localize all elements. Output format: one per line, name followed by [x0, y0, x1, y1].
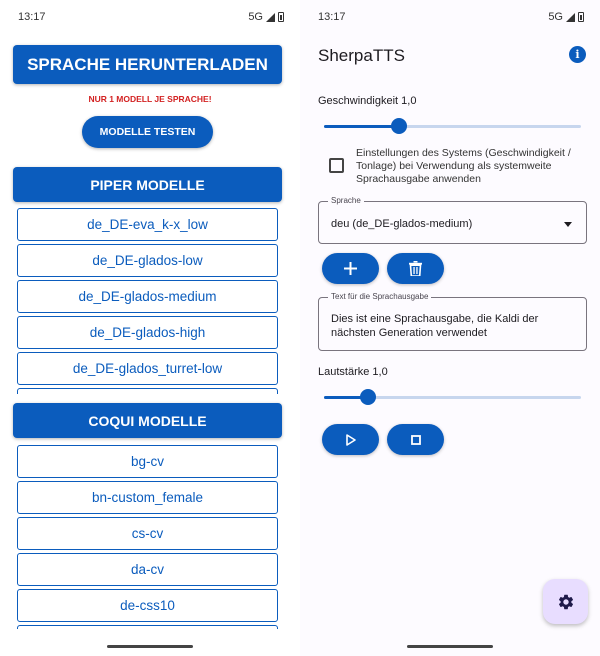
- volume-slider[interactable]: [324, 388, 581, 406]
- list-item[interactable]: cs-cv: [17, 517, 278, 550]
- tts-text-field[interactable]: [318, 292, 587, 351]
- gear-icon: [557, 593, 575, 611]
- list-item[interactable]: da-cv: [17, 553, 278, 586]
- battery-icon: [278, 12, 284, 22]
- list-item[interactable]: bg-cv: [17, 445, 278, 478]
- app-title: SherpaTTS: [318, 46, 405, 65]
- stop-button[interactable]: [387, 424, 444, 455]
- slider-thumb[interactable]: [360, 389, 376, 405]
- language-label: Sprache: [328, 196, 364, 205]
- list-item[interactable]: de_DE-glados-medium: [17, 280, 278, 313]
- language-dropdown[interactable]: [318, 196, 587, 244]
- play-button[interactable]: [322, 424, 379, 455]
- piper-models-list[interactable]: [17, 208, 278, 394]
- status-icons: [548, 11, 584, 23]
- battery-icon: [578, 12, 584, 22]
- add-button[interactable]: [322, 253, 379, 284]
- list-item[interactable]: de_DE-glados-low: [17, 244, 278, 277]
- system-settings-label: Einstellungen des Systems (Geschwindigkeit / Tonlage) bei Verwendung als systemweite Sprachausgabe anwenden: [356, 147, 571, 185]
- volume-label: Lautstärke 1,0: [318, 366, 388, 378]
- status-bar: [300, 0, 600, 34]
- signal-icon: [266, 13, 275, 22]
- tts-text-value[interactable]: Dies ist eine Sprachausgabe, die Kaldi der nächsten Generation verwendet: [331, 313, 539, 339]
- play-icon: [346, 434, 356, 446]
- signal-icon: [566, 13, 575, 22]
- one-model-warning: NUR 1 MODELL JE SPRACHE!: [88, 94, 212, 104]
- gesture-nav-bar[interactable]: [407, 645, 493, 648]
- plus-icon: [344, 262, 357, 275]
- list-item[interactable]: [17, 388, 278, 394]
- slider-thumb[interactable]: [391, 118, 407, 134]
- dropdown-arrow-icon: [564, 222, 572, 227]
- delete-button[interactable]: [387, 253, 444, 284]
- speed-slider[interactable]: [324, 117, 581, 135]
- tts-text-label: Text für die Sprachausgabe: [328, 292, 431, 301]
- status-bar: [0, 0, 300, 34]
- list-item[interactable]: bn-custom_female: [17, 481, 278, 514]
- system-settings-checkbox[interactable]: [329, 158, 344, 173]
- settings-fab[interactable]: [543, 579, 588, 624]
- network-label: 5G: [248, 11, 263, 23]
- gesture-nav-bar[interactable]: [107, 645, 193, 648]
- tts-settings-screen: [300, 0, 600, 656]
- list-item[interactable]: de_DE-eva_k-x_low: [17, 208, 278, 241]
- list-item[interactable]: de_DE-glados_turret-low: [17, 352, 278, 385]
- test-models-button[interactable]: MODELLE TESTEN: [82, 116, 213, 148]
- speed-label: Geschwindigkeit 1,0: [318, 95, 417, 107]
- status-time: 13:17: [318, 11, 346, 23]
- language-value: deu (de_DE-glados-medium): [331, 218, 473, 230]
- status-time: 13:17: [18, 11, 46, 23]
- status-icons: [248, 11, 284, 23]
- coqui-models-header[interactable]: COQUI MODELLE: [13, 403, 282, 438]
- slider-fill: [324, 125, 399, 128]
- coqui-models-list[interactable]: [17, 445, 278, 629]
- stop-icon: [411, 435, 421, 445]
- list-item[interactable]: [17, 625, 278, 629]
- network-label: 5G: [548, 11, 563, 23]
- piper-models-header[interactable]: PIPER MODELLE: [13, 167, 282, 202]
- list-item[interactable]: de_DE-glados-high: [17, 316, 278, 349]
- info-icon[interactable]: i: [569, 46, 586, 63]
- download-language-button[interactable]: SPRACHE HERUNTERLADEN: [13, 45, 282, 84]
- trash-icon: [409, 261, 422, 276]
- list-item[interactable]: de-css10: [17, 589, 278, 622]
